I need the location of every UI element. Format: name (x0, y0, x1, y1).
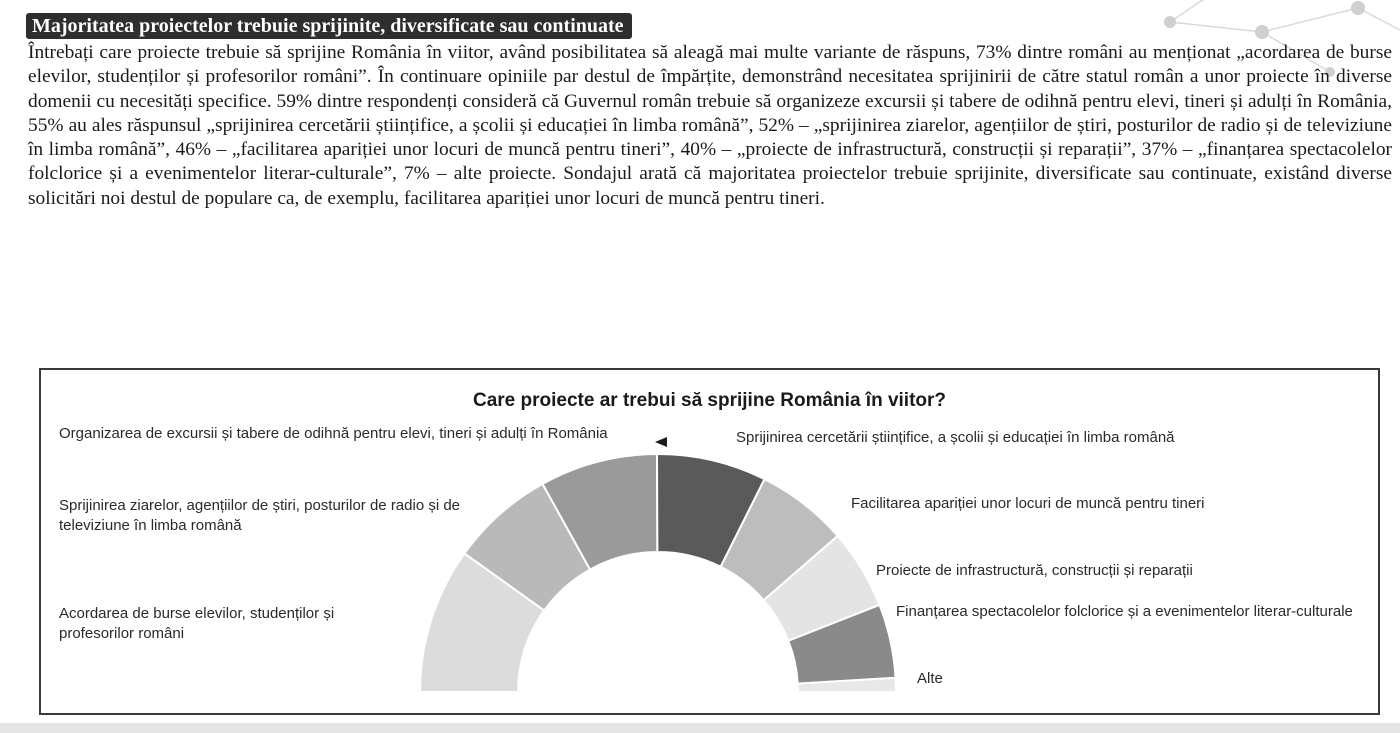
slice-label: Acordarea de burse elevilor, studenților și profesorilor români (59, 605, 335, 642)
page-bottom-bar (0, 723, 1400, 733)
body-paragraph: Întrebați care proiecte trebuie să sprijine România în viitor, având posibilitatea să aleagă mai multe variante de răspuns, 73% dintre români au menționat „acordarea de burse elevilor, studenților și profesorilor români”. În continuare opiniile par destul de împărțite, demonstrând necesitatea sprijinirii de către statul român a unor proiecte în diverse domenii cu necesități specifice. 59% dintre respondenți consideră că Guvernul român trebuie să organizeze excursii și tabere de odihnă pentru elevi, tineri și adulți în România, 55% au ales răspunsul „sprijinirea cercetării științifice, a școlii și educației în limba română”, 52% – „sprijinirea ziarelor, agențiilor de știri, posturilor de radio și de televiziune în limba română”, 46% – „facilitarea apariției unor locuri de muncă pentru tineri”, 40% – „proiecte de infrastructură, construcții și reparații”, 37% – „finanțarea spectacolelor folclorice și a evenimentelor literar-culturale”, 7% – alte proiecte. Sondajul arată că majoritatea proiectelor trebuie sprijinite, diversificate sau continuate, existând diverse solicitări noi destul de populare ca, de exemplu, facilitarea apariției unor locuri de muncă pentru tineri. (28, 42, 1392, 209)
half-donut-chart (41, 370, 1378, 713)
slice-label: Proiecte de infrastructură, construcții și reparații (876, 562, 1193, 579)
section-heading: Majoritatea proiectelor trebuie sprijinite, diversificate sau continuate (26, 13, 632, 39)
slice-label: Sprijinirea cercetării științifice, a școlii și educației în limba română (736, 429, 1175, 446)
triangle-left-icon (655, 437, 667, 447)
slice-label: Sprijinirea ziarelor, agențiilor de știri, posturilor de radio și de televiziune în limba română (59, 497, 461, 534)
slice-label: Alte (917, 670, 943, 687)
chart-title: Care proiecte ar trebui să sprijine România în viitor? (472, 390, 947, 411)
slice-label: Organizarea de excursii și tabere de odihnă pentru elevi, tineri și adulți în România (59, 425, 608, 442)
chart-container (39, 368, 1380, 715)
slice-label: Facilitarea apariției unor locuri de muncă pentru tineri (851, 495, 1205, 512)
slice-label: Finanțarea spectacolelor folclorice și a evenimentelor literar-culturale (896, 603, 1353, 620)
